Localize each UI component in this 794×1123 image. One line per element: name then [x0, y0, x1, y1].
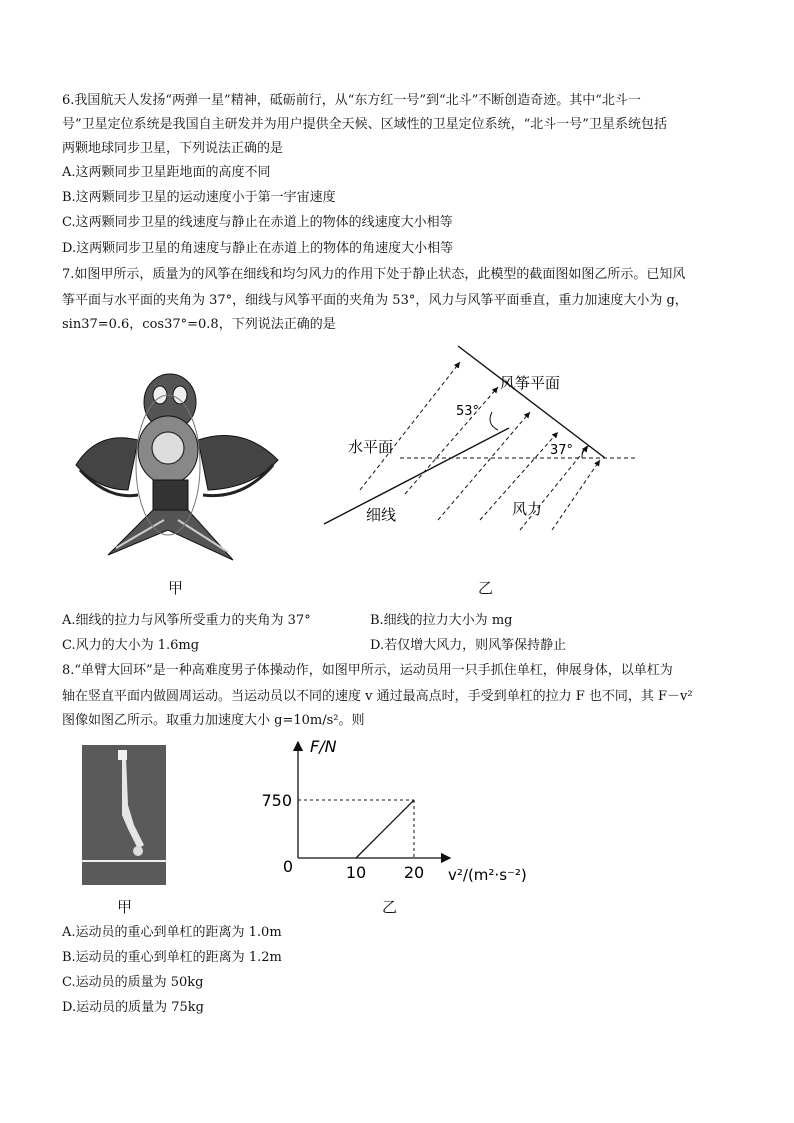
origin-label: 0	[282, 857, 294, 876]
q6-option-b: B.这两颗同步卫星的运动速度小于第一宇宙速度	[62, 190, 336, 205]
y-tick-label: 750	[261, 791, 292, 811]
x-tick-label: 20	[403, 863, 425, 882]
x-tick-label: 10	[345, 863, 367, 882]
fig7-caption-yi: 乙	[478, 579, 494, 597]
x-axis-label: v²/(m²·s⁻²)	[448, 866, 527, 884]
q7-stem-line-3: sin37=0.6，cos37°=0.8，下列说法正确的是	[62, 317, 336, 332]
q7-option-a: A.细线的拉力与风筝所受重力的夹角为 37°	[62, 613, 311, 628]
q6-stem-line-1: 6.我国航天人发扬“两弹一星”精神，砥砺前行，从“东方红一号”到“北斗”不断创造奇迹。其中“北斗一	[62, 93, 641, 108]
label-angle53: 53°	[456, 404, 480, 419]
q7-stem-line-2: 筝平面与水平面的夹角为 37°，细线与风筝平面的夹角为 53°，风力与风筝平面垂直，重力加速度大小为 g，	[62, 293, 688, 308]
q8-option-d: D.运动员的质量为 75kg	[62, 1000, 204, 1015]
q8-option-b: B.运动员的重心到单杠的距离为 1.2m	[62, 950, 282, 965]
q6-option-d: D.这两颗同步卫星的角速度与静止在赤道上的物体的角速度大小相等	[62, 241, 454, 256]
q7-stem-line-1: 7.如图甲所示，质量为的风筝在细线和均匀风力的作用下处于静止状态，此模型的截面图如图乙所示。已知风	[62, 267, 686, 282]
fig8-caption-jia: 甲	[117, 898, 133, 916]
kite-plane-line	[458, 346, 605, 458]
q6-stem-line-2: 号”卫星定位系统是我国自主研发并为用户提供全天候、区域性的卫星定位系统，“北斗一号”卫星系统包括	[62, 117, 667, 132]
q7-option-b: B.细线的拉力大小为 mg	[370, 613, 513, 628]
label-kite-plane: 风筝平面	[500, 374, 561, 392]
q6-stem-line-3: 两颗地球同步卫星，下列说法正确的是	[62, 141, 284, 156]
q8-stem-line-1: 8.“单臂大回环”是一种高难度男子体操动作，如图甲所示，运动员用一只手抓住单杠，伸展身体，以单杠为	[62, 663, 673, 678]
fig7-caption-jia: 甲	[168, 579, 184, 597]
gymnast-photo	[82, 745, 166, 885]
q8-option-c: C.运动员的质量为 50kg	[62, 975, 204, 990]
q7-option-c: C.风力的大小为 1.6mg	[62, 638, 200, 653]
label-horizontal: 水平面	[348, 438, 394, 456]
label-string: 细线	[366, 506, 397, 524]
y-axis-label: F/N	[310, 737, 337, 756]
q6-option-c: C.这两颗同步卫星的线速度与静止在赤道上的物体的线速度大小相等	[62, 215, 453, 230]
label-angle37: 37°	[550, 443, 574, 458]
angle53-arc	[490, 412, 498, 430]
q8-stem-line-3: 图像如图乙所示。取重力加速度大小 g=10m/s²。则	[62, 713, 365, 728]
series-line	[356, 800, 414, 858]
f-v2-chart	[260, 730, 560, 895]
kite-photo	[68, 370, 284, 575]
label-wind: 风力	[512, 500, 543, 518]
fig8-caption-yi: 乙	[382, 898, 398, 916]
q7-option-d: D.若仅增大风力，则风筝保持静止	[370, 638, 567, 653]
q6-option-a: A.这两颗同步卫星距地面的高度不同	[62, 165, 271, 180]
q8-option-a: A.运动员的重心到单杠的距离为 1.0m	[62, 925, 282, 940]
q8-stem-line-2: 轴在竖直平面内做圆周运动。当运动员以不同的速度 v 通过最高点时，手受到单杠的拉力 F 也不同，其 F－v²	[62, 689, 693, 704]
kite-diagram	[320, 342, 650, 532]
